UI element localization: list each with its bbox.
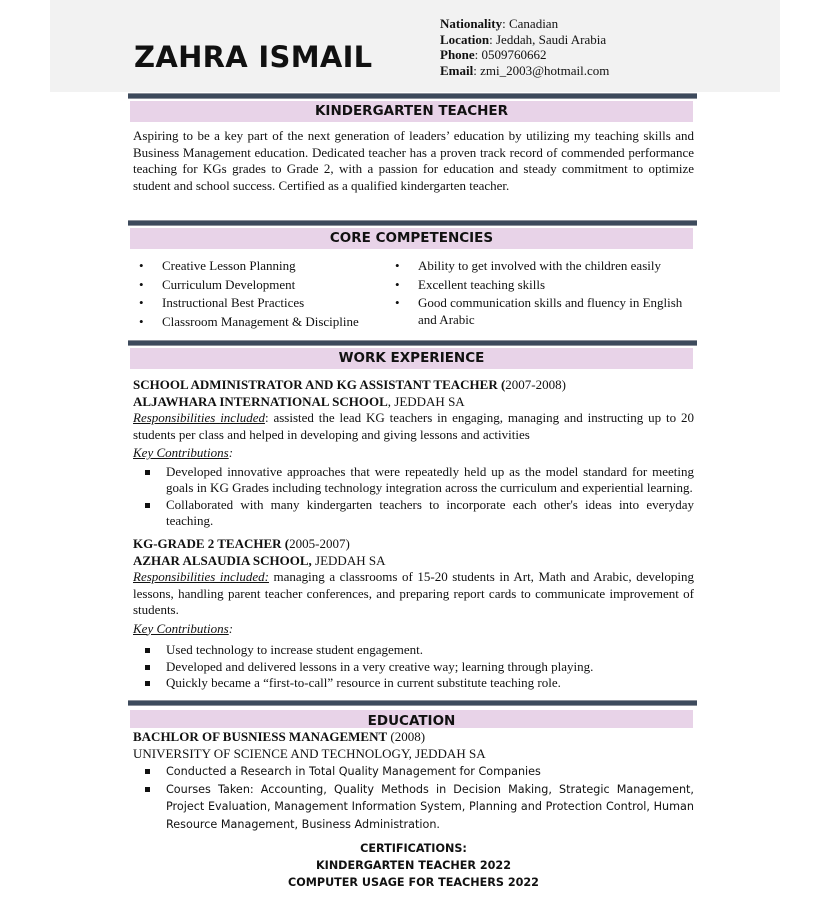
list-item: • Classroom Management & Discipline <box>133 314 393 331</box>
job-1: SCHOOL ADMINISTRATOR AND KG ASSISTANT TEACHER (2007-2008) ALJAWHARA INTERNATIONAL SCHOOL, JEDDAH SA Responsibilities included: assisted the lead KG teachers in engaging, managing and instructing up to 20 students per class and helped in developing and giving lessons and activities Key Contributions: Developed innovative approaches that were repeatedly held up as the model standard for meeting goals in KG Grades including technology integration across the curriculum and experiential learning. Collaborated with many kindergarten teachers to incorporate each other's ideas into everyday teaching. <box>133 377 694 528</box>
nationality: Nationality: Canadian <box>440 16 559 31</box>
job-2: KG-GRADE 2 TEACHER (2005-2007) AZHAR ALSAUDIA SCHOOL, JEDDAH SA Responsibilities included: managing a classrooms of 15-20 students in Art, Math and Arabic, developing lessons, handling parent teacher conferences, and preparing report cards to communicate improvement of students. Key Contributions: Used technology to increase student engagement. Developed and delivered lessons in a very creative way; learning through playing. Quickly became a “first-to-call” resource in current substitute teaching role. <box>133 536 694 690</box>
summary: Aspiring to be a key part of the next generation of leaders’ education by utilizing my teaching skills and Business Management education. Dedicated teacher has a proven track record of commended performance teaching for KGs grades to Grade 2, with a passion for education and steady commitment to optimize student and school success. Certified as a qualified kindergarten teacher. <box>133 128 694 193</box>
job-title-heading: KINDERGARTEN TEACHER <box>130 101 693 122</box>
list-item: Developed innovative approaches that were repeatedly held up as the model standard for meeting goals in KG Grades including technology integration across the curriculum and experiential learning. <box>133 464 694 497</box>
list-item: • Excellent teaching skills <box>389 277 694 294</box>
divider <box>128 340 697 346</box>
email: Email: zmi_2003@hotmail.com <box>440 62 610 78</box>
list-item: Courses Taken: Accounting, Quality Methods in Decision Making, Strategic Management, Project Evaluation, Management Information System, Planning and Protection Control, Human Resource Management, Business Administration. <box>133 781 694 834</box>
contact-info <box>440 16 609 78</box>
list-item: Collaborated with many kindergarten teachers to incorporate each other's ideas into everyday teaching. <box>133 497 694 530</box>
divider <box>128 93 697 99</box>
education-heading: EDUCATION <box>130 710 693 728</box>
education: BACHLOR OF BUSNIESS MANAGEMENT (2008) UNIVERSITY OF SCIENCE AND TECHNOLOGY, JEDDAH SA Conducted a Research in Total Quality Management for Companies Courses Taken: Accounting, Quality Methods in Decision Making, Strategic Management, Project Evaluation, Management Information System, Planning and Protection Control, Human Resource Management, Business Administration. <box>133 729 694 833</box>
location: Location: Jeddah, Saudi Arabia <box>440 31 607 47</box>
list-item: • Good communication skills and fluency in English and Arabic <box>389 295 694 328</box>
competencies-heading: CORE COMPETENCIES <box>130 228 693 249</box>
list-item: • Ability to get involved with the children easily <box>389 258 694 275</box>
competencies-left <box>133 258 393 332</box>
work-heading: WORK EXPERIENCE <box>130 348 693 369</box>
competencies-right <box>389 258 694 330</box>
list-item: Conducted a Research in Total Quality Management for Companies <box>133 763 694 781</box>
list-item: • Creative Lesson Planning <box>133 258 393 275</box>
certification: KINDERGARTEN TEACHER 2022 <box>315 859 512 872</box>
divider <box>128 220 697 226</box>
candidate-name: ZAHRA ISMAIL <box>134 40 373 74</box>
list-item: • Instructional Best Practices <box>133 295 393 312</box>
list-item: Developed and delivered lessons in a very creative way; learning through playing. <box>133 659 694 676</box>
list-item: • Curriculum Development <box>133 277 393 294</box>
certifications: CERTIFICATIONS: KINDERGARTEN TEACHER 2022 COMPUTER USAGE FOR TEACHERS 2022 <box>133 840 694 891</box>
divider <box>128 700 697 706</box>
list-item: Quickly became a “first-to-call” resource in current substitute teaching role. <box>133 675 694 692</box>
list-item: Used technology to increase student engagement. <box>133 642 694 659</box>
certification: COMPUTER USAGE FOR TEACHERS 2022 <box>288 876 539 889</box>
phone: Phone: 0509760662 <box>440 47 547 62</box>
